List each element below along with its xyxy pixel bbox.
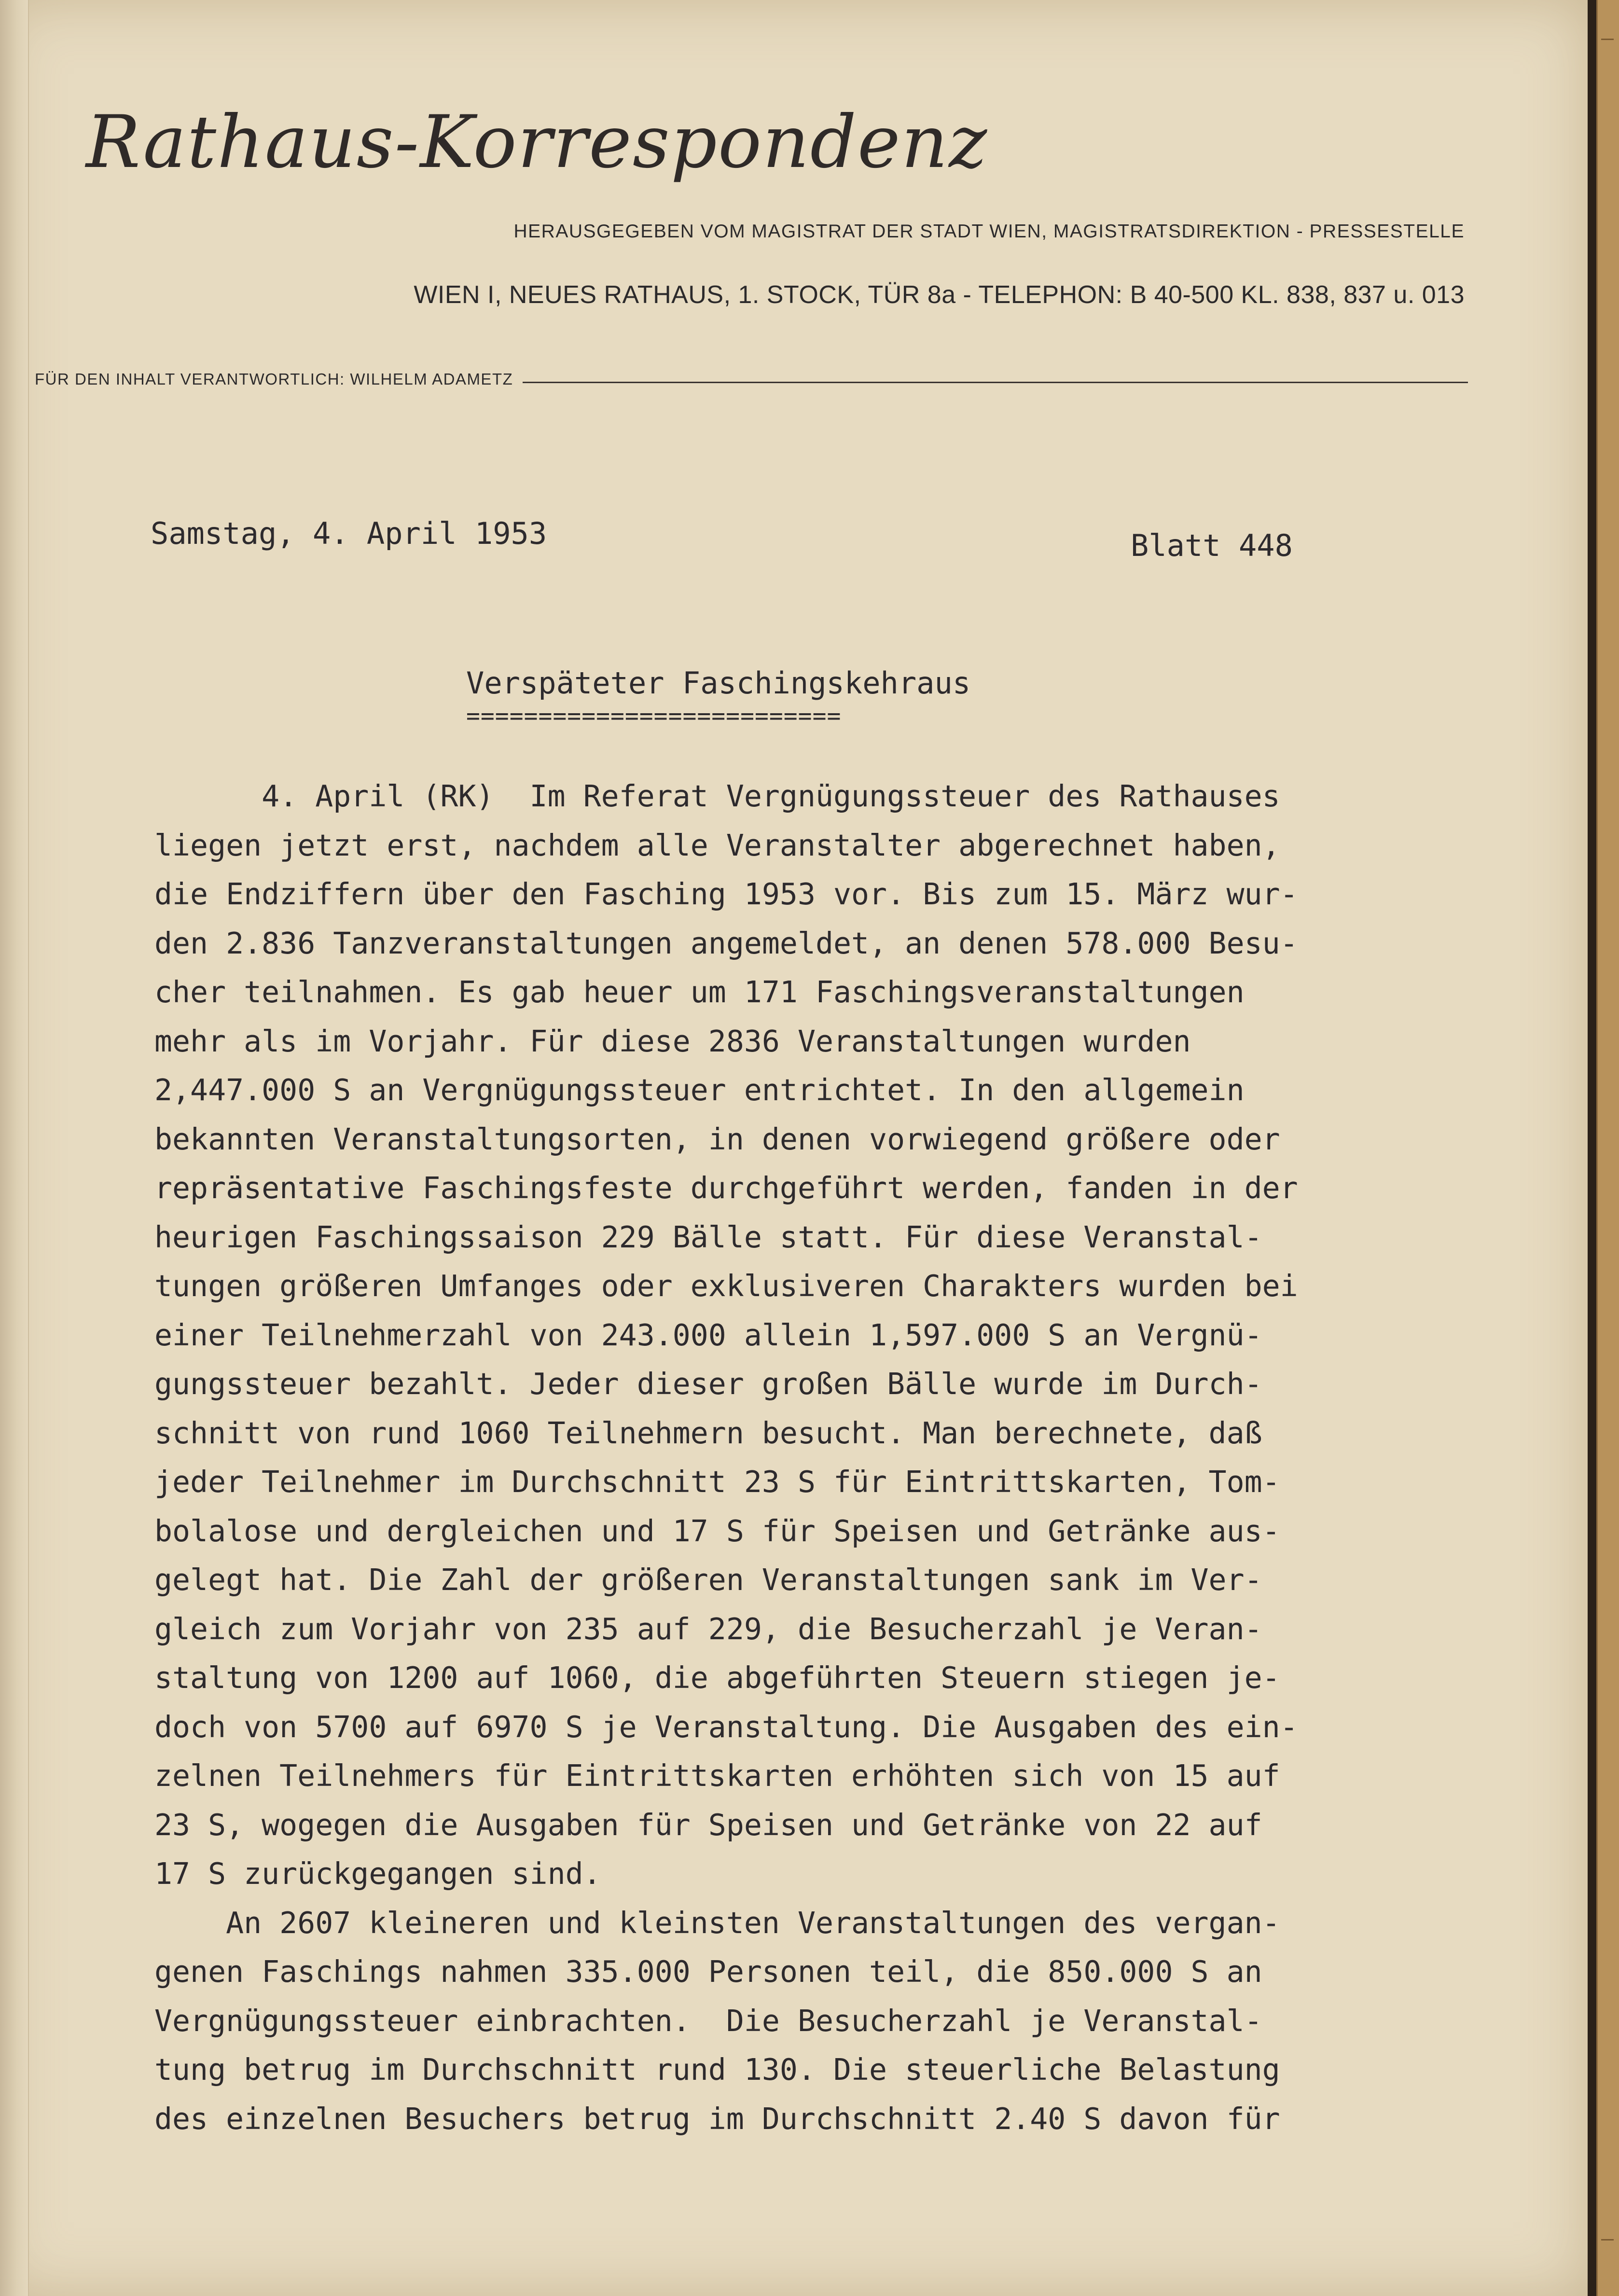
article-title-underline: ========================== [466,703,842,730]
article-line: 23 S, wogegen die Ausgaben für Speisen und Getränke von 22 auf [154,1807,1262,1842]
binding-edge [0,0,29,2296]
article-line: Vergnügungssteuer einbrachten. Die Besucherzahl je Veranstal- [154,2003,1262,2038]
article-line: mehr als im Vorjahr. Für diese 2836 Veranstaltungen wurden [154,1024,1191,1059]
letterhead-responsible: FÜR DEN INHALT VERANTWORTLICH: WILHELM ADAMETZ [35,370,513,388]
ruler-tick [1601,39,1614,40]
article-line: 2,447.000 S an Vergnügungssteuer entrichtet. In den allgemein [154,1073,1245,1107]
article-line: liegen jetzt erst, nachdem alle Veranstalter abgerechnet haben, [154,828,1280,863]
article-line: An 2607 kleineren und kleinsten Veranstaltungen des vergan- [154,1905,1280,1940]
article-line: tung betrug im Durchschnitt rund 130. Die steuerliche Belastung [154,2052,1280,2087]
letterhead-publisher: HERAUSGEGEBEN VOM MAGISTRAT DER STADT WIEN, MAGISTRATSDIREKTION - PRESSESTELLE [513,221,1465,242]
article-line: repräsentative Faschingsfeste durchgeführt werden, fanden in der [154,1171,1298,1205]
article-line: bekannten Veranstaltungsorten, in denen vorwiegend größere oder [154,1121,1280,1157]
article-line: staltung von 1200 auf 1060, die abgeführten Steuern stiegen je- [154,1660,1280,1695]
article-line: 4. April (RK) Im Referat Vergnügungssteuer des Rathauses [154,779,1280,814]
article-line: zelnen Teilnehmers für Eintrittskarten erhöhten sich von 15 auf [154,1758,1280,1793]
article-line: den 2.836 Tanzveranstaltungen angemeldet, an denen 578.000 Besu- [154,926,1298,961]
article-line: des einzelnen Besuchers betrug im Durchschnitt 2.40 S davon für [154,2101,1280,2136]
article-line: gelegt hat. Die Zahl der größeren Veranstaltungen sank im Ver- [154,1563,1262,1597]
dateline: Samstag, 4. April 1953 [151,516,547,551]
article-line: jeder Teilnehmer im Durchschnitt 23 S für Eintrittskarten, Tom- [154,1465,1280,1499]
article-line: heurigen Faschingssaison 229 Bälle statt. Für diese Veranstal- [154,1219,1262,1255]
article-line: 17 S zurückgegangen sind. [154,1856,601,1891]
article-line: bolalose und dergleichen und 17 S für Speisen und Getränke aus- [154,1513,1280,1549]
article-body [154,772,1419,2144]
article-line: einer Teilnehmerzahl von 243.000 allein 1,597.000 S an Vergnü- [154,1317,1262,1353]
article-line: cher teilnahmen. Es gab heuer um 171 Faschingsveranstaltungen [154,975,1245,1010]
letterhead-responsible-row [35,358,1468,387]
article-line: doch von 5700 auf 6970 S je Veranstaltung. Die Ausgaben des ein- [154,1709,1298,1744]
article-line: tungen größeren Umfanges oder exklusiveren Charakters wurden bei [154,1269,1298,1303]
letterhead-rule [523,382,1468,383]
masthead-title: Rathaus-Korrespondenz [86,100,988,184]
article-line: schnitt von rund 1060 Teilnehmern besucht. Man berechnete, daß [154,1415,1262,1451]
page-edge-shadow [1588,0,1596,2296]
article-line: gungssteuer bezahlt. Jeder dieser großen Bälle wurde im Durch- [154,1367,1262,1401]
ruler-tick [1601,2239,1614,2241]
article-line: die Endziffern über den Fasching 1953 vor. Bis zum 15. März wur- [154,877,1298,912]
sheet-number: Blatt 448 [1131,528,1293,563]
article-title: Verspäteter Faschingskehraus [466,665,971,701]
article-line: gleich zum Vorjahr von 235 auf 229, die Besucherzahl je Veran- [154,1611,1262,1646]
letterhead-address: WIEN I, NEUES RATHAUS, 1. STOCK, TÜR 8a - TELEPHON: B 40-500 KL. 838, 837 u. 013 [414,281,1465,309]
scan-ruler-strip [1596,0,1619,2296]
article-line: genen Faschings nahmen 335.000 Personen teil, die 850.000 S an [154,1954,1262,1989]
